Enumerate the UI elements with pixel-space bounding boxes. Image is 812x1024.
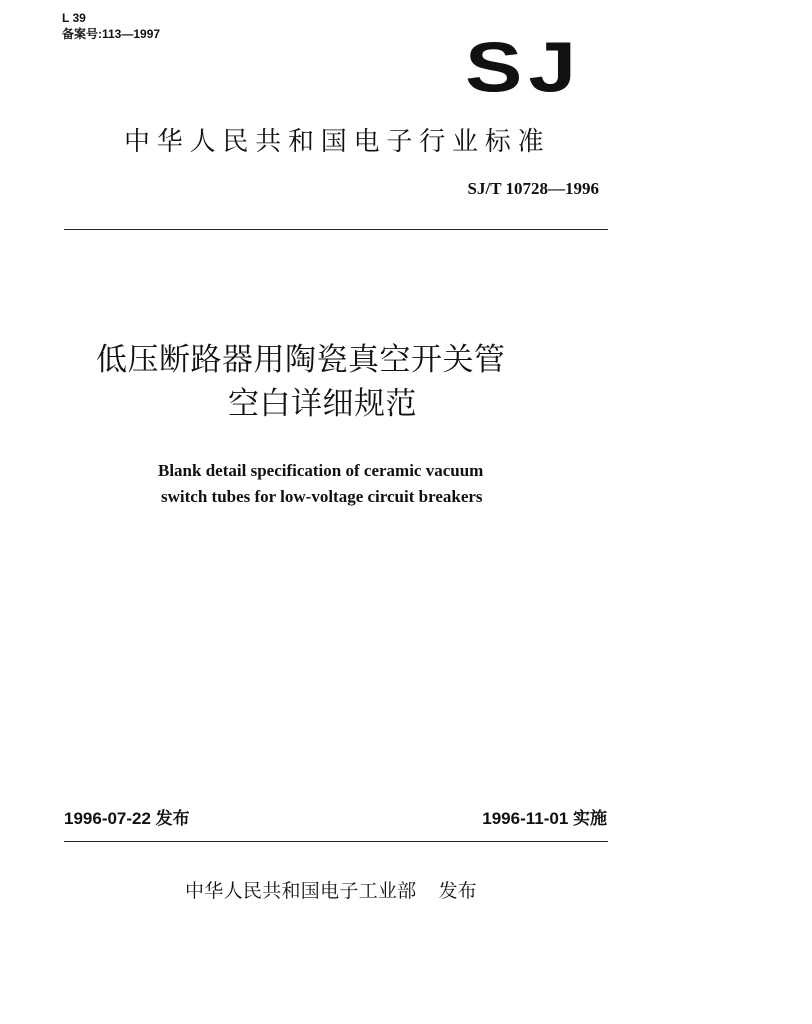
bottom-divider	[64, 841, 608, 842]
issuer-action: 发布	[438, 880, 477, 902]
english-title-line-2: switch tubes for low-voltage circuit breakers	[161, 487, 483, 506]
chinese-title-line-2: 空白详细规范	[228, 386, 417, 422]
english-title-line-1: Blank detail specification of ceramic vacuum	[158, 461, 484, 480]
classification-code: L 39	[62, 11, 86, 25]
standard-type: 中华人民共和国电子行业标准	[124, 127, 551, 157]
issuer-line	[185, 878, 477, 904]
sj-logo: SJ	[465, 28, 583, 108]
chinese-title-line-1: 低压断路器用陶瓷真空开关管	[96, 342, 506, 378]
top-divider	[64, 229, 608, 230]
issue-date: 1996-07-22 发布	[64, 809, 190, 828]
issuer-name: 中华人民共和国电子工业部	[185, 880, 417, 902]
filing-record-number: 备案号:113—1997	[62, 27, 161, 41]
effective-date: 1996-11-01 实施	[482, 809, 607, 828]
standard-number: SJ/T 10728—1996	[467, 179, 599, 198]
